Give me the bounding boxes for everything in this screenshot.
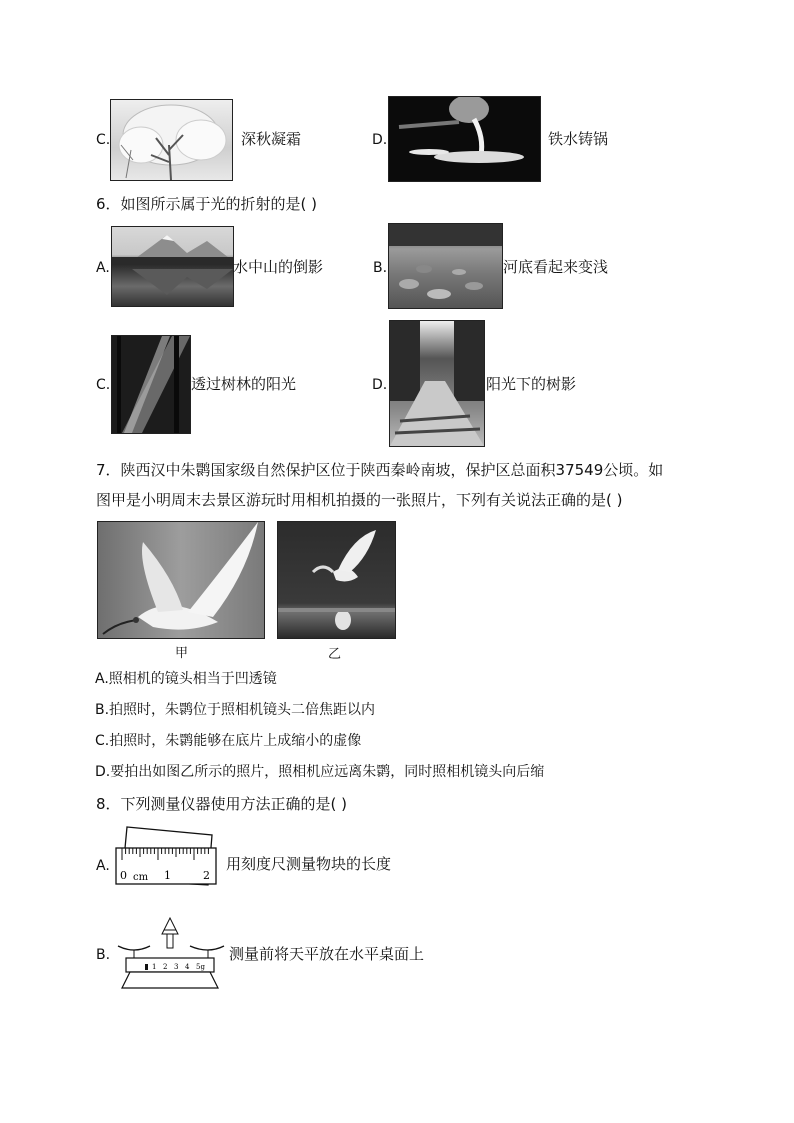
balance-scale-diagram bbox=[112, 916, 228, 990]
forest-sunbeams-photo bbox=[111, 335, 191, 434]
q7-option-a: A.照相机的镜头相当于凹透镜 bbox=[95, 671, 277, 687]
balance-scale-label: 5g bbox=[196, 963, 205, 971]
tree-shadow-road-photo bbox=[389, 320, 485, 447]
ruler-tick-label: 0 bbox=[120, 869, 127, 882]
option-caption: 河底看起来变浅 bbox=[503, 258, 609, 276]
figure-label-jia: 甲 bbox=[175, 646, 189, 661]
frost-tree-photo bbox=[110, 99, 233, 181]
mountain-reflection-photo bbox=[111, 226, 234, 307]
option-letter: B. bbox=[373, 260, 388, 276]
ruler-tick-label: 2 bbox=[203, 869, 210, 882]
question-8-stem: 8．下列测量仪器使用方法正确的是( ) bbox=[96, 795, 348, 813]
option-caption: 用刻度尺测量物块的长度 bbox=[226, 855, 392, 873]
question-7-stem-line2: 图甲是小明周末去景区游玩时用相机拍摄的一张照片，下列有关说法正确的是( ) bbox=[96, 491, 623, 509]
question-7-stem-line1: 7．陕西汉中朱鹮国家级自然保护区位于陕西秦岭南坡，保护区总面积37549公顷。如 bbox=[96, 461, 664, 479]
figure-label-yi: 乙 bbox=[328, 647, 342, 662]
ruler-tick-label: 1 bbox=[164, 869, 171, 882]
option-caption: 铁水铸锅 bbox=[548, 130, 609, 148]
q7-option-d: D.要拍出如图乙所示的照片，照相机应远离朱鹮，同时照相机镜头向后缩 bbox=[95, 764, 545, 780]
option-caption: 透过树林的阳光 bbox=[191, 375, 297, 393]
shallow-riverbed-photo bbox=[388, 223, 503, 309]
option-letter: D. bbox=[372, 377, 388, 393]
molten-iron-photo bbox=[388, 96, 541, 182]
option-caption: 水中山的倒影 bbox=[233, 258, 324, 276]
option-letter: C. bbox=[96, 377, 111, 393]
option-letter: A. bbox=[96, 260, 110, 276]
balance-scale-label: 4 bbox=[185, 963, 190, 971]
ruler-unit-label: cm bbox=[133, 872, 149, 883]
q7-option-c: C.拍照时，朱鹮能够在底片上成缩小的虚像 bbox=[95, 733, 362, 749]
option-caption: 深秋凝霜 bbox=[241, 130, 302, 148]
option-caption: 阳光下的树影 bbox=[486, 375, 577, 393]
option-letter: A. bbox=[96, 858, 110, 874]
ibis-photo-jia bbox=[97, 521, 265, 639]
option-letter: C. bbox=[96, 132, 111, 148]
balance-scale-label: 1 bbox=[152, 963, 157, 971]
ruler-diagram bbox=[112, 825, 220, 887]
option-letter: B. bbox=[96, 947, 111, 963]
ibis-photo-yi bbox=[277, 521, 396, 639]
balance-scale-label: 2 bbox=[163, 963, 168, 971]
q7-option-b: B.拍照时，朱鹮位于照相机镜头二倍焦距以内 bbox=[95, 702, 376, 718]
balance-scale-label: 3 bbox=[174, 963, 179, 971]
option-caption: 测量前将天平放在水平桌面上 bbox=[229, 945, 425, 963]
option-letter: D. bbox=[372, 132, 388, 148]
question-6-stem: 6．如图所示属于光的折射的是( ) bbox=[96, 195, 318, 213]
